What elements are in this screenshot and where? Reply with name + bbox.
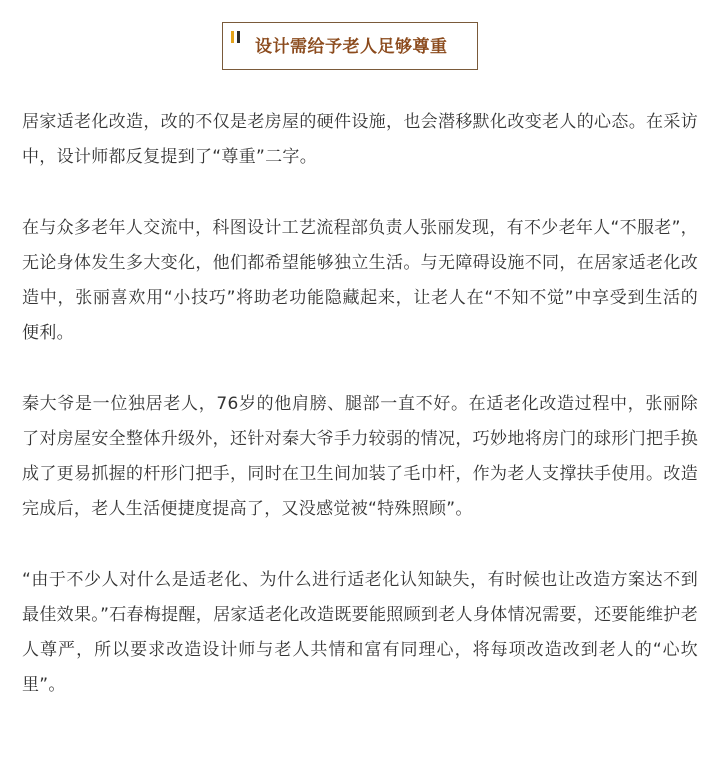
article-body xyxy=(22,105,698,703)
paragraph-4: “由于不少人对什么是适老化、为什么进行适老化认知缺失，有时候也让改造方案达不到最佳效果。”石春梅提醒，居家适老化改造既要能照顾到老人身体情况需要，还要能维护老人尊严，所以要求改造设计师与老人共情和富有同理心，将每项改造改到老人的“心坎里”。 xyxy=(22,570,698,695)
gold-bar-icon xyxy=(231,31,234,43)
paragraph-3: 秦大爷是一位独居老人，76岁的他肩膀、腿部一直不好。在适老化改造过程中，张丽除了对房屋安全整体升级外，还针对秦大爷手力较弱的情况，巧妙地将房门的球形门把手换成了更易抓握的杆形门把手，同时在卫生间加装了毛巾杆，作为老人支撑扶手使用。改造完成后，老人生活便捷度提高了，又没感觉被“特殊照顾”。 xyxy=(22,394,698,519)
section-heading-title: 设计需给予老人足够尊重 xyxy=(255,37,448,57)
section-heading-box xyxy=(222,22,478,70)
paragraph-1: 居家适老化改造，改的不仅是老房屋的硬件设施，也会潜移默化改变老人的心态。在采访中，设计师都反复提到了“尊重”二字。 xyxy=(22,112,698,167)
paragraph-2: 在与众多老年人交流中，科图设计工艺流程部负责人张丽发现，有不少老年人“不服老”，无论身体发生多大变化，他们都希望能够独立生活。与无障碍设施不同，在居家适老化改造中，张丽喜欢用“小技巧”将助老功能隐藏起来，让老人在“不知不觉”中享受到生活的便利。 xyxy=(22,218,698,343)
paragraph-spacer xyxy=(22,351,698,387)
paragraph-spacer xyxy=(22,527,698,563)
heading-accent-marks xyxy=(231,31,243,45)
dark-bar-icon xyxy=(237,31,240,43)
paragraph-spacer xyxy=(22,175,698,211)
